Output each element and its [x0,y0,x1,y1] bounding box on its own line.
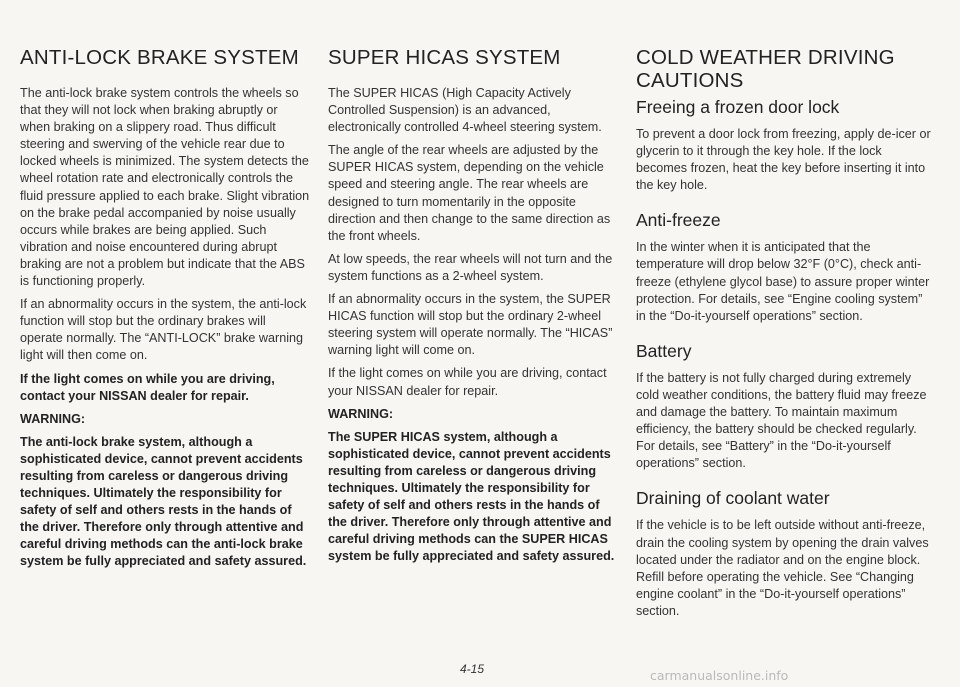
cold-weather-column [636,46,934,626]
antifreeze-title: Anti-freeze [636,210,721,231]
abs-warning-text: The anti-lock brake system, although a sophisticated device, cannot prevent accidents resulting from careless or dangerous driving techniques. Ultimately the responsibility for safety of self and others rests in the hands of the driver. Therefore only through attentive and careful driving methods can the anti-lock brake system be fully appreciated and safety assured. [20,434,307,569]
cold-weather-title: COLD WEATHER DRIVING CAUTIONS [636,46,895,92]
battery-title: Battery [636,340,692,361]
page-number: 4-15 [460,662,485,676]
abs-title: ANTI-LOCK BRAKE SYSTEM [20,46,299,69]
hicas-paragraph-1: The SUPER HICAS (High Capacity Actively Controlled Suspension) is an advanced, electronically controlled 4-wheel steering system. [328,86,602,135]
hicas-paragraph-2: The angle of the rear wheels are adjusted by the SUPER HICAS system, depending on the vehicle speed and steering angle. The rear wheels are designed to turn momentarily in the opposite direction and then change to the same direction as the front wheels. [328,143,611,243]
hicas-title: SUPER HICAS SYSTEM [328,46,561,69]
hicas-warning-label: WARNING: [328,406,394,421]
watermark: carmanualsonline.info [650,668,789,683]
abs-paragraph-3: If the light comes on while you are driving, contact your NISSAN dealer for repair. [20,371,275,403]
draining-title: Draining of coolant water [636,488,830,509]
abs-paragraph-1: The anti-lock brake system controls the wheels so that they will not lock when braking abruptly or when braking on a slippery road. Thus difficult steering and swerving of the vehicle rear due to locked wheels is minimized. The system detects the wheel rotation rate and electronically controls the fluid pressure applied to each brake. Slight vibration on the brake pedal accompanied by noise usually occurs while brakes are being applied. Such vibration and noise encountered during abrupt braking are not a problem but indicate that the ABS is functioning properly. [20,86,310,289]
hicas-paragraph-4: If an abnormality occurs in the system, the SUPER HICAS function will stop but the ordinary 2-wheel steering system will operate normally. The “HICAS” warning light will come on. [328,292,613,358]
abs-warning-label: WARNING: [20,411,86,426]
abs-column [20,46,310,577]
battery-text: If the battery is not fully charged during extremely cold weather conditions, the battery fluid may freeze and damage the battery. To maintain maximum efficiency, the battery should be checked regularly. For details, see “Battery” in the “Do-it-yourself operations” section. [636,370,927,471]
freeze-lock-title: Freeing a frozen door lock [636,97,840,117]
hicas-column [328,46,619,571]
draining-text: If the vehicle is to be left outside without anti-freeze, drain the cooling system by opening the drain valves located under the radiator and on the engine block. Refill before operating the vehicle. See “Changing engine coolant” in the “Do-it-yourself operations” section. [636,518,929,618]
abs-paragraph-2: If an abnormality occurs in the system, the anti-lock function will stop but the ordinary brakes will operate normally. The “ANTI-LOCK” brake warning light will then come on. [20,297,307,363]
hicas-paragraph-5: If the light comes on while you are driving, contact your NISSAN dealer for repair. [328,366,607,398]
freeze-lock-text: To prevent a door lock from freezing, apply de-icer or glycerin to it through the key hole. If the lock becomes frozen, heat the key before inserting it into the key hole. [636,127,931,193]
hicas-warning-text: The SUPER HICAS system, although a sophisticated device, cannot prevent accidents resulting from careless or dangerous driving techniques. Ultimately the responsibility for safety of self and others rests in the hands of the driver. Therefore only through attentive and careful driving methods can the SUPER HICAS system be fully appreciated and safety assured. [328,429,615,564]
hicas-paragraph-3: At low speeds, the rear wheels will not turn and the system functions as a 2-wheel system. [328,251,613,283]
antifreeze-text: In the winter when it is anticipated that the temperature will drop below 32°F (0°C), check anti-freeze (ethylene glycol base) to assure proper winter protection. For details, see “Engine cooling system” in the “Do-it-yourself operations” section. [636,240,930,323]
